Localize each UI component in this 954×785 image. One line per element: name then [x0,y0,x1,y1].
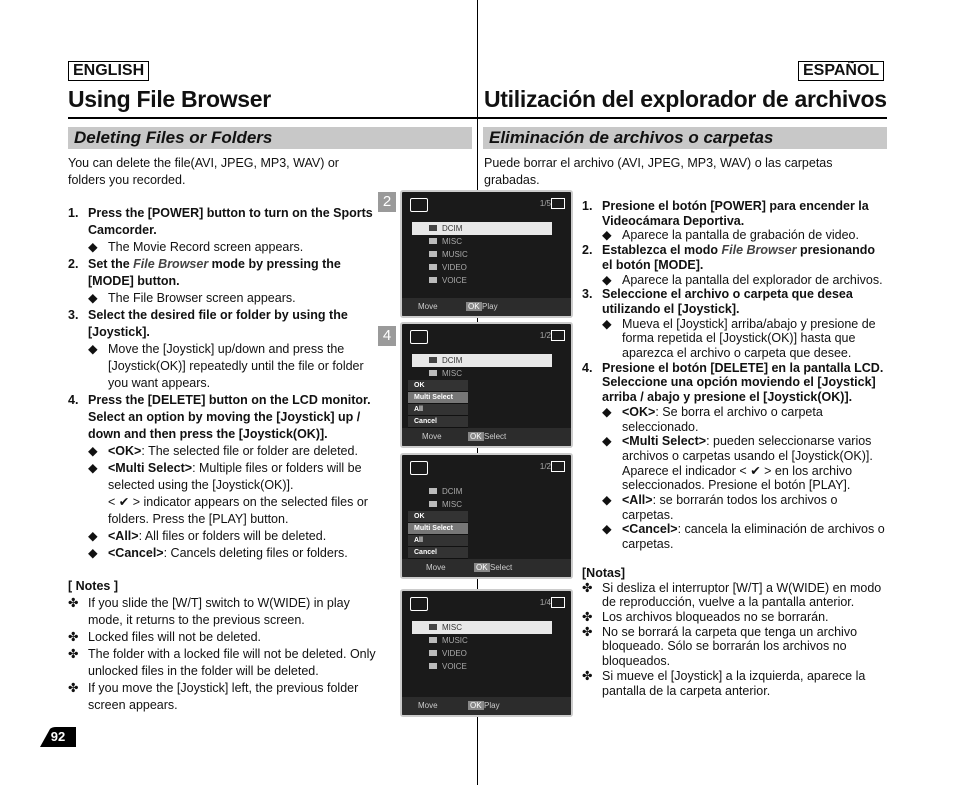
list-item[interactable]: MISC [412,367,552,380]
folder-list [412,354,552,380]
nota-3: ✤ No se borrará la carpeta que tenga un archivo bloqueado. Sólo se borrarán los archivos no bloqueados. [582,624,858,669]
paso-2-bullet: ◆ Aparece la pantalla del explorador de archivos. [602,272,883,287]
list-item[interactable]: MISC [412,235,552,248]
nota-1: ✤ Si desliza el interruptor [W/T] a W(WIDE) en modo de reproducción, vuelve a la pantalla anterior. [582,580,882,610]
folder-icon [410,597,428,611]
move-label: Move [418,701,438,710]
lcd-screen-delete-menu-2 [400,453,573,579]
list-item[interactable]: MISC [412,498,552,511]
file-counter: 1/5 [539,199,551,208]
step-2: 2. Set the File Browser mode by pressing the [MODE] button. [68,257,341,288]
file-counter: 1/4 [539,598,551,607]
move-label: Move [426,563,446,572]
lcd-bottom-bar [402,428,571,446]
ok-icon: OK [468,302,480,311]
paso-4-bullet-multi: ◆ <Multi Select>: pueden seleccionarse varios archivos o carpetas usando el [Joystick(OK)]. Aparece el indicador < ✔ > en los archivo seleccionados. Presione el botón [PLAY]. [602,434,873,493]
title-rule [68,117,887,119]
list-item[interactable]: DCIM [412,222,552,235]
move-label: Move [422,432,442,441]
paso-2: 2. Establezca el modo File Browser presionando el botón [MODE]. [582,243,875,272]
step-4: 4. Press the [DELETE] button on the LCD monitor. Select an option by moving the [Joystick] up / down and then press the [Joystick(OK)]. [68,393,371,441]
ok-icon: OK [470,701,482,710]
list-item[interactable]: VOICE [412,660,552,673]
delete-menu [408,380,468,428]
menu-item-multi-select[interactable]: Multi Select [408,392,468,404]
list-item[interactable]: VOICE [412,274,552,287]
section-heading-spanish: Eliminación de archivos o carpetas [483,127,887,149]
step-1-bullet: ◆ The Movie Record screen appears. [88,240,304,254]
paso-1: 1. Presione el botón [POWER] para encender la Videocámara Deportiva. [582,199,869,228]
page-title-english: Using File Browser [68,86,271,112]
step-4-bullet-multi: ◆ <Multi Select>: Multiple files or folders will be selected using the [Joystick(OK)]. < ✔ > indicator appears on the selected files or folders. Press the [PLAY] button. [88,461,368,526]
section-heading-english: Deleting Files or Folders [68,127,472,149]
lang-label-english: ENGLISH [68,61,149,81]
paso-3-bullet: ◆ Mueva el [Joystick] arriba/abajo y presione de forma repetida el [Joystick(OK)] hasta que aparezca el archivo o carpeta que desee. [602,316,876,361]
paso-4-bullet-all: ◆ <All>: se borrarán todos los archivos o carpetas. [602,493,838,522]
step-3: 3. Select the desired file or folder by using the [Joystick]. [68,308,348,339]
folder-list [412,621,552,673]
list-item[interactable]: VIDEO [412,261,552,274]
play-label: Play [482,302,498,311]
lcd-screen-misc-folder [400,589,573,717]
move-label: Move [418,302,438,311]
ok-icon: OK [470,432,482,441]
step-4-bullet-cancel: ◆ <Cancel>: Cancels deleting files or folders. [88,546,348,560]
note-4: ✤ If you move the [Joystick] left, the previous folder screen appears. [68,681,359,712]
note-1: ✤ If you slide the [W/T] switch to W(WIDE) in play mode, it returns to the previous screen. [68,596,350,627]
intro-text: You can delete the file(AVI, JPEG, MP3, WAV) or folders you recorded. [68,156,339,187]
memory-icon [551,330,565,341]
list-item[interactable]: MISC [412,621,552,634]
menu-item-multi-select[interactable]: Multi Select [408,523,468,535]
folder-list [412,485,552,511]
lcd-bottom-bar [402,697,571,715]
lcd-bottom-bar [402,298,571,316]
select-label: Select [484,432,507,441]
step-3-bullet: ◆ Move the [Joystick] up/down and press the [Joystick(OK)] repeatedly until the file or folder you want appears. [88,342,364,390]
list-item[interactable]: MUSIC [412,634,552,647]
paso-3: 3. Seleccione el archivo o carpeta que desea utilizando el [Joystick]. [582,287,853,316]
lang-label-spanish: ESPAÑOL [798,61,884,81]
folder-icon [410,330,428,344]
folder-icon [410,461,428,475]
step-badge-2: 2 [378,192,396,212]
step-2-bullet: ◆ The File Browser screen appears. [88,291,296,305]
menu-item-all[interactable]: All [408,404,468,416]
menu-item-ok[interactable]: OK [408,380,468,392]
menu-item-cancel[interactable]: Cancel [408,547,468,559]
paso-4-bullet-cancel: ◆ <Cancel>: cancela la eliminación de archivos o carpetas. [602,522,885,552]
step-badge-4: 4 [378,326,396,346]
step-4-bullet-all: ◆ <All>: All files or folders will be deleted. [88,529,327,543]
memory-icon [551,461,565,472]
lcd-screen-delete-menu [400,322,573,448]
menu-item-ok[interactable]: OK [408,511,468,523]
paso-1-bullet: ◆ Aparece la pantalla de grabación de video. [602,228,859,243]
page-number: 92 [40,727,76,747]
ok-icon: OK [476,563,488,572]
play-label: Play [484,701,500,710]
spanish-intro-block [484,155,884,189]
paso-4-bullet-ok: ◆ <OK>: Se borra el archivo o carpeta seleccionado. [602,404,823,434]
list-item[interactable]: DCIM [412,354,552,367]
lcd-bottom-bar [402,559,571,577]
folder-list [412,222,552,287]
file-counter: 1/2 [539,462,551,471]
lcd-screen-file-browser [400,190,573,318]
intro-text-es: Puede borrar el archivo (AVI, JPEG, MP3, WAV) o las carpetas grabadas. [484,156,833,187]
nota-2: ✤ Los archivos bloqueados no se borrarán. [582,609,829,624]
note-2: ✤ Locked files will not be deleted. [68,630,262,644]
step-1: 1. Press the [POWER] button to turn on the Sports Camcorder. [68,206,373,237]
page-title-spanish: Utilización del explorador de archivos [484,86,887,112]
notas-title: [Notas] [582,565,626,580]
file-counter: 1/2 [539,331,551,340]
english-column [68,155,378,714]
list-item[interactable]: VIDEO [412,647,552,660]
memory-icon [551,198,565,209]
note-3: ✤ The folder with a locked file will not be deleted. Only unlocked files in the folder will be deleted. [68,647,376,678]
spanish-column [582,199,886,698]
menu-item-all[interactable]: All [408,535,468,547]
step-4-bullet-ok: ◆ <OK>: The selected file or folder are deleted. [88,444,358,458]
select-label: Select [490,563,513,572]
list-item[interactable]: DCIM [412,485,552,498]
nota-4: ✤ Si mueve el [Joystick] a la izquierda, aparece la pantalla de la carpeta anterior. [582,668,866,698]
memory-icon [551,597,565,608]
folder-icon [410,198,428,212]
notes-title: [ Notes ] [68,579,118,593]
list-item[interactable]: MUSIC [412,248,552,261]
paso-4: 4. Presione el botón [DELETE] en la pantalla LCD. Seleccione una opción moviendo el [Joystick] arriba / abajo y presione el [Joystick(OK)]. [582,360,884,405]
delete-menu [408,511,468,559]
menu-item-cancel[interactable]: Cancel [408,416,468,428]
